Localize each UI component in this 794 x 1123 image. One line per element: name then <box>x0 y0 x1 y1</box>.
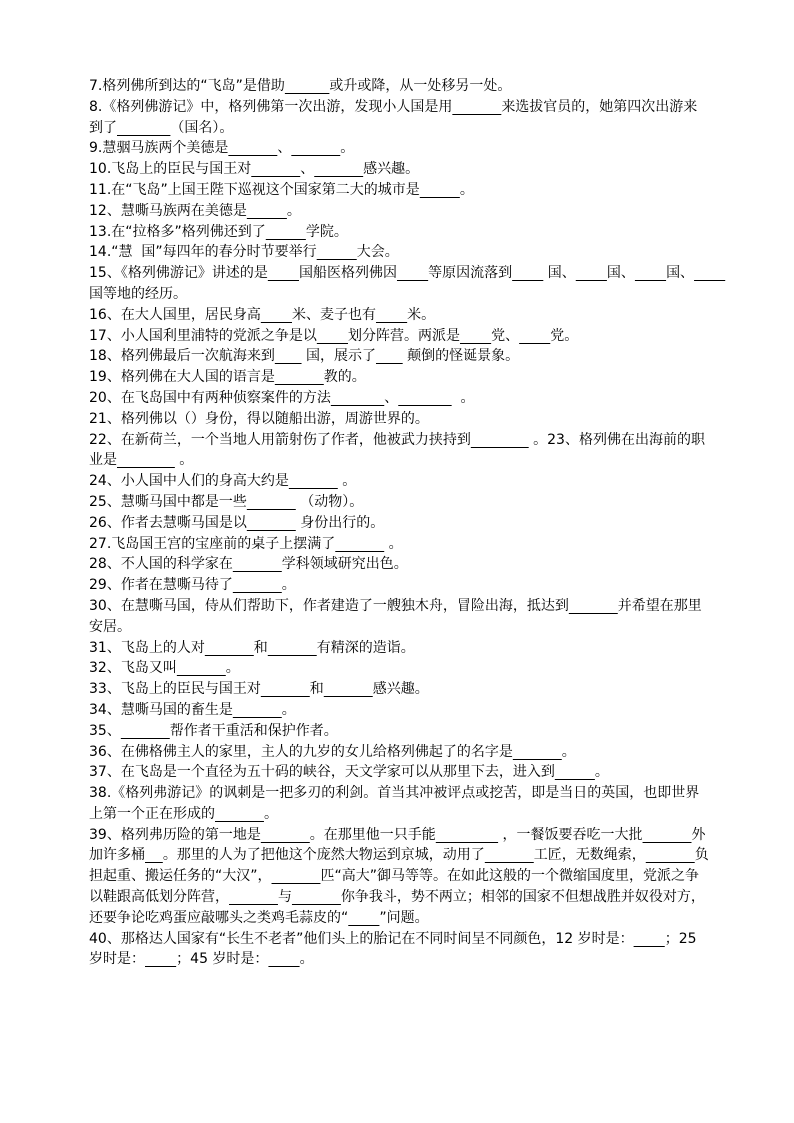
question-text: 40、那格达人国家有“长生不老者”他们头上的胎记在不同时间呈不同颜色，12 岁时是： <box>89 930 634 947</box>
question-item <box>89 138 709 159</box>
question-text: 。 <box>337 473 357 490</box>
question-item <box>89 305 709 326</box>
question-text: 18、格列佛最后一次航海来到 <box>89 348 275 365</box>
answer-blank[interactable] <box>635 265 666 281</box>
question-text: 33、飞岛上的臣民与国王对 <box>89 681 261 698</box>
question-text: 颠倒的怪诞景象。 <box>402 348 520 365</box>
question-item <box>89 492 709 513</box>
question-item <box>89 222 709 243</box>
question-item <box>89 367 709 388</box>
question-text: 党、 <box>491 327 520 344</box>
question-text: 身份出行的。 <box>295 514 385 531</box>
answer-blank[interactable] <box>646 847 695 863</box>
answer-blank[interactable] <box>292 889 341 905</box>
answer-blank[interactable] <box>215 806 264 822</box>
answer-blank[interactable] <box>376 348 403 364</box>
question-text: 感兴趣。 <box>372 681 429 698</box>
question-item <box>89 721 709 742</box>
answer-blank[interactable] <box>268 265 299 281</box>
question-text: 外加许多桶 <box>89 826 706 864</box>
question-text: 8.《格列佛游记》中，格列佛第一次出游，发现小人国是用 <box>89 98 453 115</box>
answer-blank[interactable] <box>268 640 317 656</box>
question-item <box>89 76 709 97</box>
question-text: 。在那里他一只手能 <box>309 826 436 843</box>
answer-blank[interactable] <box>261 307 292 323</box>
question-item <box>89 929 709 971</box>
question-item <box>89 700 709 721</box>
question-text: 26、作者去慧嘶马国是以 <box>89 514 247 531</box>
question-item <box>89 97 709 139</box>
answer-blank[interactable] <box>261 681 310 697</box>
question-text: 19、格列佛在大人国的语言是 <box>89 369 275 386</box>
question-item <box>89 201 709 222</box>
question-text: 负担起重、搬运任务的“大汉”， <box>89 847 709 885</box>
question-text: 并希望在那里安居。 <box>89 597 702 635</box>
answer-blank[interactable] <box>314 161 363 177</box>
answer-blank[interactable] <box>348 910 379 926</box>
question-text: 国船医格列佛因 <box>298 265 397 282</box>
answer-blank[interactable] <box>177 660 226 676</box>
answer-blank[interactable] <box>233 556 282 572</box>
question-text: 22、在新荷兰，一个当地人用箭射伤了作者，他被武力挟持到 <box>89 431 471 448</box>
question-text: 7.格列佛所到达的“飞岛”是借助 <box>89 78 285 94</box>
question-text: 米、麦子也有 <box>291 306 376 323</box>
answer-blank[interactable] <box>398 390 451 406</box>
question-text: 大会。 <box>356 244 399 261</box>
question-text: 9.慧骃马族两个美德是 <box>89 140 229 157</box>
answer-blank[interactable] <box>229 889 278 905</box>
answer-blank[interactable] <box>485 847 534 863</box>
answer-blank[interactable] <box>317 244 357 260</box>
question-text: 或升或降，从一处移另一处。 <box>329 78 512 94</box>
question-text: 12、慧嘶马族两在美德是 <box>89 202 247 219</box>
answer-blank[interactable] <box>471 432 529 448</box>
question-item <box>89 409 709 430</box>
answer-blank[interactable] <box>275 348 302 364</box>
answer-blank[interactable] <box>436 827 498 843</box>
answer-blank[interactable] <box>233 577 282 593</box>
answer-blank[interactable] <box>324 681 373 697</box>
answer-blank[interactable] <box>275 369 324 385</box>
question-text: 学科领域研究出色。 <box>281 556 408 573</box>
answer-blank[interactable] <box>289 473 338 489</box>
answer-blank[interactable] <box>145 847 163 863</box>
question-text: 教的。 <box>323 369 366 386</box>
question-text: 、 <box>277 140 292 157</box>
answer-blank[interactable] <box>247 515 296 531</box>
question-item <box>89 596 709 638</box>
question-text: 。 <box>299 951 314 968</box>
question-item <box>89 388 709 409</box>
question-item <box>89 326 709 347</box>
question-text: 38.《格列弗游记》的讽刺是一把多刃的利剑。首当其冲被评点或挖苦，即是当日的英国，也即世界上第一个正在形成的 <box>89 785 700 822</box>
question-item <box>89 783 709 825</box>
question-text: 17、小人国利里浦特的党派之争是以 <box>89 327 317 344</box>
answer-blank[interactable] <box>117 120 170 136</box>
answer-blank[interactable] <box>452 99 501 115</box>
question-text: ；25 岁时是： <box>89 930 702 968</box>
question-text: 。 <box>281 577 296 594</box>
question-text: 。 <box>225 660 240 677</box>
answer-blank[interactable] <box>634 931 665 947</box>
question-text: 27.飞岛国王宫的宝座前的桌子上摆满了 <box>89 535 336 552</box>
answer-blank[interactable] <box>555 764 595 780</box>
answer-blank[interactable] <box>512 265 543 281</box>
answer-blank[interactable] <box>643 827 692 843</box>
question-item <box>89 742 709 763</box>
answer-blank[interactable] <box>261 827 310 843</box>
question-text: 34、慧嘶马国的畜生是 <box>89 701 233 718</box>
question-text: 11.在“飞岛”上国王陛下巡视这个国家第二大的城市是 <box>89 181 420 198</box>
question-item <box>89 575 709 596</box>
answer-blank[interactable] <box>569 598 618 614</box>
question-text: 。 <box>561 743 576 760</box>
question-text: 和 <box>253 639 268 656</box>
question-text: 帮作者干重活和保护作者。 <box>169 722 338 739</box>
answer-blank[interactable] <box>694 265 725 281</box>
answer-blank[interactable] <box>272 868 321 884</box>
question-text: 32、飞岛又叫 <box>89 660 177 677</box>
question-item <box>89 513 709 534</box>
question-text: 国、 <box>543 265 576 282</box>
question-text: 国、 <box>666 265 695 282</box>
answer-blank[interactable] <box>117 452 175 468</box>
question-text: 20、在飞岛国中有两种侦察案件的方法 <box>89 389 331 406</box>
answer-blank[interactable] <box>519 328 550 344</box>
question-text: 工匠，无数绳索， <box>533 847 646 864</box>
question-text: 你争我斗，势不两立；相邻的国家不但想战胜并奴役对方，还要争论吃鸡蛋应敲哪头之类鸡毛蒜皮的“ <box>89 889 705 926</box>
question-text: 、 <box>300 161 315 178</box>
question-text: 29、作者在慧嘶马待了 <box>89 577 233 594</box>
question-item <box>89 534 709 555</box>
question-text: 36、在佛格佛主人的家里，主人的九岁的女儿给格列佛起了的名字是 <box>89 743 513 760</box>
answer-blank[interactable] <box>460 328 491 344</box>
answer-blank[interactable] <box>205 640 254 656</box>
answer-blank[interactable] <box>251 161 300 177</box>
question-text: 。23、格列佛在出海前的职业是 <box>89 431 705 469</box>
question-item <box>89 679 709 700</box>
question-text: 。 <box>451 389 475 406</box>
question-text: 35、 <box>89 722 121 739</box>
answer-blank[interactable] <box>228 140 277 156</box>
answer-blank[interactable] <box>317 328 348 344</box>
question-item <box>89 430 709 472</box>
answer-blank[interactable] <box>233 702 282 718</box>
answer-blank[interactable] <box>376 307 407 323</box>
question-text: 有精深的造诣。 <box>316 639 415 656</box>
question-text: 和 <box>309 681 324 698</box>
worksheet <box>89 76 730 970</box>
question-text: 与 <box>277 889 292 906</box>
question-text: 30、在慧嘶马国，侍从们帮助下，作者建造了一艘独木舟，冒险出海，抵达到 <box>89 597 569 614</box>
question-text: 米。 <box>407 306 436 323</box>
answer-blank[interactable] <box>331 390 384 406</box>
answer-blank[interactable] <box>420 182 460 198</box>
question-text: （动物）。 <box>295 493 364 510</box>
question-text: 39、格列弗历险的第一地是 <box>89 826 261 843</box>
question-text: 25、慧嘶马国中都是一些 <box>89 493 247 510</box>
question-text: 国，展示了 <box>301 348 376 365</box>
answer-blank[interactable] <box>285 78 330 94</box>
question-text: 匹“高大”御马等等。在如此这般的一个微缩国度里，党派之争以鞋跟高低划分阵营， <box>89 868 699 906</box>
question-text: （国名）。 <box>170 119 234 136</box>
question-text: 28、不人国的科学家在 <box>89 556 233 573</box>
question-item <box>89 180 709 201</box>
question-text: 。 <box>384 535 403 552</box>
question-text: 感兴趣。 <box>363 161 420 178</box>
question-text: 。 <box>286 202 301 219</box>
answer-blank[interactable] <box>268 951 299 967</box>
question-item <box>89 825 709 929</box>
question-item <box>89 762 709 783</box>
question-text: 国、 <box>606 265 635 282</box>
question-text: 。那里的人为了把他这个庞然大物运到京城，动用了 <box>162 847 485 864</box>
question-text: 37、在飞岛是一个直径为五十码的峡谷，天文学家可以从那里下去，进入到 <box>89 764 555 781</box>
question-text: 10.飞岛上的臣民与国王对 <box>89 161 252 178</box>
answer-blank[interactable] <box>266 224 306 240</box>
question-text: 国等地的经历。 <box>89 265 730 302</box>
question-text: ，一餐饭要吞吃一大批 <box>498 826 643 843</box>
question-text: 。 <box>459 181 474 198</box>
question-item <box>89 346 709 367</box>
question-text: 。 <box>174 452 194 469</box>
question-text: 24、小人国中人们的身高大约是 <box>89 473 289 490</box>
question-item <box>89 159 709 180</box>
answer-blank[interactable] <box>145 951 176 967</box>
question-item <box>89 471 709 492</box>
question-text: 等原因流落到 <box>428 265 513 282</box>
question-text: 31、飞岛上的人对 <box>89 639 205 656</box>
answer-blank[interactable] <box>397 265 428 281</box>
question-text: ”问题。 <box>379 909 429 926</box>
question-item <box>89 554 709 575</box>
answer-blank[interactable] <box>291 140 340 156</box>
question-text: 。 <box>281 701 296 718</box>
question-text: 16、在大人国里，居民身高 <box>89 306 261 323</box>
question-text: 党。 <box>550 327 579 344</box>
question-text: 13.在“拉格多”格列佛还到了 <box>89 223 266 240</box>
question-item <box>89 263 730 305</box>
answer-blank[interactable] <box>576 265 607 281</box>
question-item <box>89 638 709 659</box>
question-text: 划分阵营。两派是 <box>347 327 460 344</box>
answer-blank[interactable] <box>121 723 170 739</box>
question-text: 。 <box>340 140 355 157</box>
question-text: 、 <box>384 389 399 406</box>
question-text: ；45 岁时是： <box>176 951 269 968</box>
question-text: 15、《格列佛游记》讲述的是 <box>89 265 268 282</box>
answer-blank[interactable] <box>247 494 296 510</box>
question-item <box>89 658 709 679</box>
question-text: 。 <box>263 805 278 822</box>
question-item <box>89 242 709 263</box>
answer-blank[interactable] <box>335 536 384 552</box>
question-text: 学院。 <box>305 223 348 240</box>
answer-blank[interactable] <box>247 203 287 219</box>
question-text: 来选拔官员的，她第四次出游来到了 <box>89 98 698 136</box>
question-text: 14.“慧 国”每四年的春分时节要举行 <box>89 244 317 261</box>
question-text: 21、格列佛以（）身份，得以随船出游，周游世界的。 <box>89 410 429 427</box>
question-text: 。 <box>594 764 609 781</box>
answer-blank[interactable] <box>513 744 562 760</box>
